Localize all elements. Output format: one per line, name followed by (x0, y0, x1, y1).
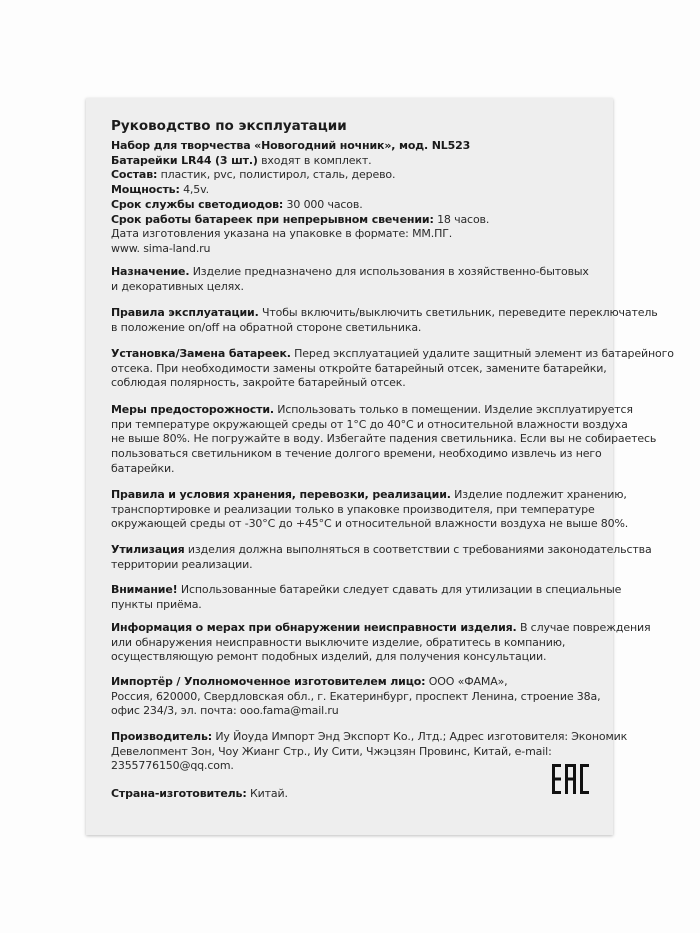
body-text: пункты приёма. (111, 597, 202, 611)
body-text: Девелопмент Зон, Чоу Жианг Стр., Иу Сити, Чжэцзян Провинс, Китай, e-mail: (111, 744, 552, 758)
text-line (111, 462, 656, 477)
bold-label: Внимание! (111, 583, 178, 596)
body-text: пользоваться светильником в течение долгого времени, необходимо извлечь из него (111, 447, 602, 461)
bold-label: Назначение. (111, 265, 190, 278)
body-text: Использованные батарейки следует сдавать для утилизации в специальные (177, 583, 622, 596)
body-text: батарейки. (111, 461, 175, 475)
body-text: Изделие подлежит хранению, (450, 488, 627, 501)
document-title: Руководство по эксплуатации (111, 118, 347, 134)
bold-label: Срок работы батареек при непрерывном свечении: (111, 212, 434, 226)
text-line (111, 265, 589, 280)
body-text: при температуре окружающей среды от 1°С до 40°С и относительной влажности воздуха (111, 417, 628, 431)
body-text: изделия должна выполняться в соответствии с требованиями законодательства (184, 543, 652, 556)
body-text: входят в комплект. (257, 153, 372, 167)
text-line (111, 787, 288, 802)
bold-label: Набор для творчества «Новогодний ночник», мод. NL523 (111, 139, 471, 152)
body-text: Китай. (246, 787, 288, 800)
bold-label: Состав: (111, 168, 158, 182)
paragraph (111, 543, 652, 572)
body-text: Чтобы включить/выключить светильник, переведите переключатель (258, 306, 658, 319)
text-line (111, 759, 627, 774)
text-line (111, 321, 658, 336)
body-text: ООО «ФАМА», (425, 675, 508, 688)
text-line (111, 650, 650, 665)
bold-label: Срок службы светодиодов: (111, 197, 284, 211)
text-line (111, 432, 656, 447)
paragraph (111, 787, 288, 802)
text-line (111, 543, 652, 558)
bold-label: Утилизация (111, 543, 185, 556)
text-line (111, 403, 656, 418)
text-line (111, 675, 600, 690)
paragraph (111, 403, 656, 477)
paragraph (111, 347, 674, 391)
body-text: осуществляющую ремонт подобных изделий, для получения консультации. (111, 650, 547, 664)
body-text: или обнаружения неисправности выключите изделие, обратитесь в компанию, (111, 635, 566, 649)
paragraph (111, 675, 600, 719)
bold-label: Мощность: (111, 183, 180, 197)
paragraph (111, 730, 627, 774)
body-text: В случае повреждения (516, 621, 651, 634)
text-line (111, 730, 627, 745)
body-text: пластик, pvc, полистирол, сталь, дерево. (157, 168, 396, 182)
text-line (111, 139, 489, 154)
text-line (111, 168, 489, 183)
bold-label: Правила эксплуатации. (111, 306, 259, 319)
instruction-sheet (86, 98, 674, 835)
text-line (111, 517, 628, 532)
paragraph (111, 583, 621, 612)
paragraph (111, 488, 628, 532)
bold-label: Импортёр / Уполномоченное изготовителем лицо: (111, 675, 426, 688)
text-line (111, 418, 656, 433)
text-line (111, 690, 600, 705)
bold-label: Меры предосторожности. (111, 403, 274, 416)
body-text: и декоративных целях. (111, 279, 244, 293)
body-text: Изделие предназначено для использования в хозяйственно-бытовых (189, 265, 589, 278)
body-text: 30 000 часов. (283, 197, 363, 211)
text-line (111, 198, 489, 213)
paragraph (111, 306, 658, 335)
text-line (111, 503, 628, 518)
body-text: 18 часов. (433, 212, 490, 226)
text-line (111, 621, 650, 636)
body-text: отсека. При необходимости замены откройте батарейный отсек, замените батарейки, (111, 361, 607, 375)
body-text: Россия, 620000, Свердловская обл., г. Екатеринбург, проспект Ленина, строение 38а, (111, 689, 601, 703)
body-text: 2355776150@qq.com. (111, 759, 234, 773)
text-line (111, 306, 658, 321)
paragraph (111, 139, 489, 257)
text-line (111, 583, 621, 598)
body-text: Использовать только в помещении. Изделие эксплуатируется (273, 403, 633, 416)
text-line (111, 183, 489, 198)
body-text: в положение on/off на обратной стороне светильника. (111, 320, 422, 334)
bold-label: Производитель: (111, 730, 212, 743)
bold-label: Правила и условия хранения, перевозки, реализации. (111, 488, 451, 501)
text-line (111, 362, 674, 377)
text-line (111, 488, 628, 503)
text-line (111, 242, 489, 257)
text-line (111, 347, 674, 362)
text-line (111, 636, 650, 651)
paragraph (111, 265, 589, 294)
body-text: Иу Йоуда Импорт Энд Экспорт Ко., Лтд.; Адрес изготовителя: Экономик (212, 730, 628, 743)
bold-label: Установка/Замена батареек. (111, 347, 291, 360)
text-line (111, 558, 652, 573)
body-text: территории реализации. (111, 557, 253, 571)
body-text: транспортировке и реализации только в упаковке производителя, при температуре (111, 502, 595, 516)
text-line (111, 598, 621, 613)
text-line (111, 704, 600, 719)
body-text: Перед эксплуатацией удалите защитный элемент из батарейного (290, 347, 674, 360)
paragraph (111, 621, 650, 665)
body-text: 4,5v. (179, 183, 209, 197)
body-text: Дата изготовления указана на упаковке в формате: ММ.ПГ. (111, 227, 453, 241)
text-line (111, 154, 489, 169)
text-line (111, 227, 489, 242)
text-line (111, 447, 656, 462)
body-text: www. sima-land.ru (111, 241, 211, 255)
text-line (111, 280, 589, 295)
body-text: соблюдая полярность, закройте батарейный отсек. (111, 376, 406, 390)
text-line (111, 213, 489, 228)
text-line (111, 376, 674, 391)
body-text: не выше 80%. Не погружайте в воду. Избегайте падения светильника. Если вы не собираетесь (111, 432, 657, 446)
bold-label: Страна-изготовитель: (111, 787, 247, 800)
text-line (111, 745, 627, 760)
bold-label: Информация о мерах при обнаружении неисправности изделия. (111, 621, 517, 634)
bold-label: Батарейки LR44 (3 шт.) (111, 153, 258, 167)
body-text: офис 234/3, эл. почта: ooo.fama@mail.ru (111, 704, 339, 718)
body-text: окружающей среды от -30°С до +45°С и относительной влажности воздуха не выше 80%. (111, 517, 629, 531)
